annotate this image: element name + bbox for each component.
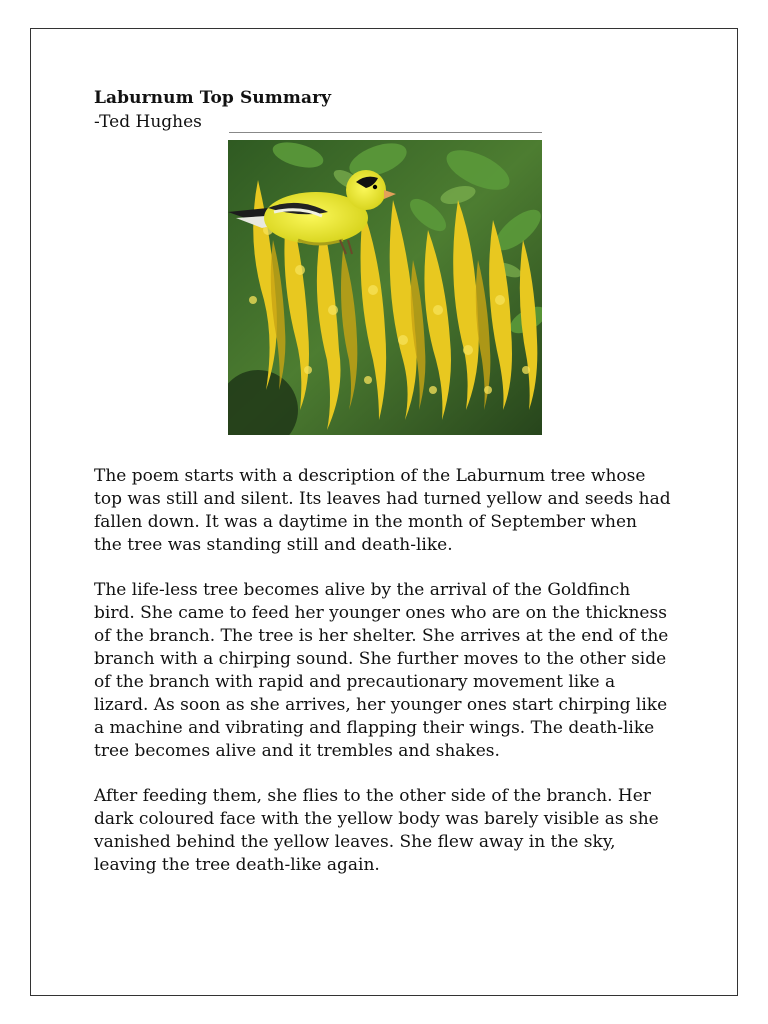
summary-body [94, 465, 694, 899]
paragraph-1 [94, 465, 694, 557]
paragraph-2 [94, 579, 694, 763]
goldfinch-laburnum-image [228, 140, 542, 435]
text-line: dark coloured face with the yellow body was barely visible as she [94, 809, 659, 829]
text-line: fallen down. It was a daytime in the month of September when [94, 512, 637, 532]
text-line: The life-less tree becomes alive by the arrival of the Goldfinch [94, 580, 631, 600]
document-author: -Ted Hughes [94, 112, 202, 132]
text-line: bird. She came to feed her younger ones who are on the thickness [94, 603, 667, 623]
text-line: vanished behind the yellow leaves. She flew away in the sky, [94, 832, 616, 852]
paragraph-3 [94, 785, 694, 877]
text-line: After feeding them, she flies to the other side of the branch. Her [94, 786, 651, 806]
text-line: a machine and vibrating and flapping their wings. The death-like [94, 718, 655, 738]
text-line: The poem starts with a description of the Laburnum tree whose [94, 466, 646, 486]
text-line: lizard. As soon as she arrives, her younger ones start chirping like [94, 695, 668, 715]
text-line: leaving the tree death-like again. [94, 855, 380, 875]
text-line: top was still and silent. Its leaves had turned yellow and seeds had [94, 489, 671, 509]
text-line: the tree was standing still and death-like. [94, 535, 453, 555]
header-rule [229, 132, 542, 133]
text-line: branch with a chirping sound. She further moves to the other side [94, 649, 667, 669]
document-title: Laburnum Top Summary [94, 88, 332, 108]
text-line: of the branch. The tree is her shelter. She arrives at the end of the [94, 626, 669, 646]
text-line: tree becomes alive and it trembles and shakes. [94, 741, 500, 761]
page-frame [30, 28, 738, 996]
text-line: of the branch with rapid and precautionary movement like a [94, 672, 616, 692]
